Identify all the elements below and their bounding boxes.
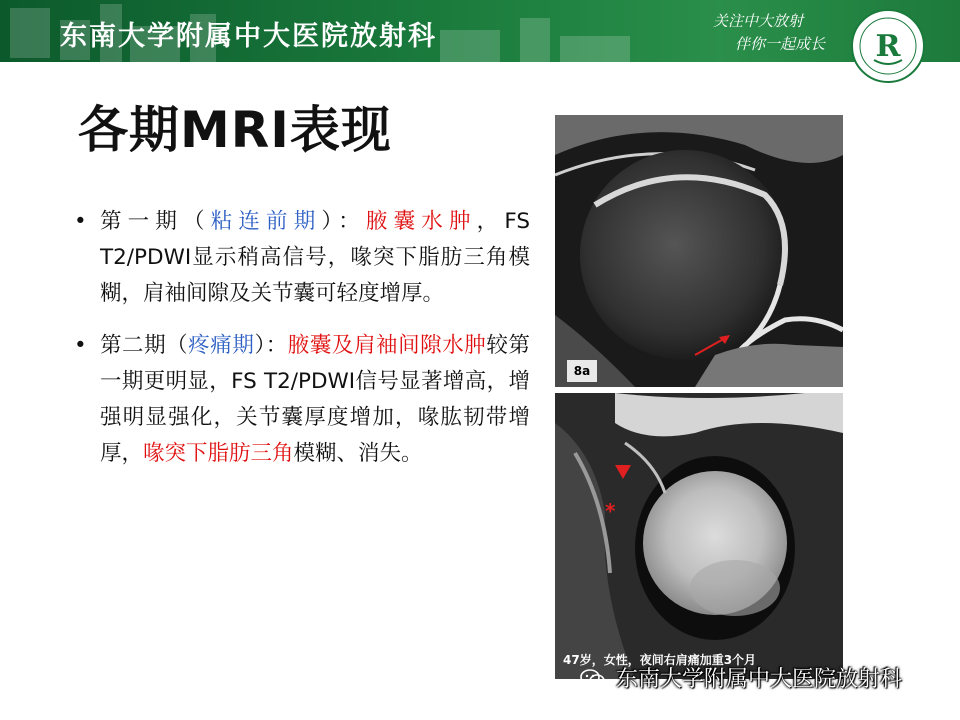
patient-caption: 47岁，女性，夜间右肩痛加重3个月 (563, 653, 757, 667)
stage-2-mid: ）： (254, 333, 288, 358)
slogan-line-2: 伴你一起成长 (735, 35, 826, 53)
stage-2-key-finding-2: 喙突下脂肪三角 (143, 441, 294, 466)
watermark-text: 东南大学附属中大医院放射科 (616, 667, 903, 692)
slogan-line-1: 关注中大放射 (713, 12, 804, 30)
asterisk-marker: * (605, 499, 616, 523)
stage-1-prefix: 第一期（ (100, 209, 211, 234)
wechat-icon (580, 668, 606, 690)
stage-1-description: ，FS T2/PDWI显示稍高信号，喙突下脂肪三角模糊，肩袖间隙及关节囊可轻度增厚。 (100, 209, 530, 306)
image-label-8a: 8a (567, 360, 597, 382)
logo-letter: R (875, 29, 901, 64)
bullet-stage-2 (70, 328, 530, 472)
stage-2-key-finding: 腋囊及肩袖间隙水肿 (287, 333, 487, 358)
hospital-logo-icon (848, 6, 928, 86)
bullet-dot: • (74, 209, 87, 234)
stage-2-prefix: 第二期（ (100, 333, 189, 358)
mri-image-8b-graphic (555, 393, 843, 679)
stage-2-description-end: 模糊、消失。 (293, 441, 423, 466)
header-banner (0, 0, 960, 62)
mri-image-8b (555, 393, 843, 679)
bullet-dot: • (74, 333, 87, 358)
stage-1-key-finding: 腋囊水肿 (365, 209, 477, 234)
stage-1-name: 粘连前期 (210, 209, 322, 234)
hospital-name: 东南大学附属中大医院放射科 (60, 21, 437, 52)
stage-2-description: 较第一期更明显，FS T2/PDWI信号显著增高，增强明显强化，关节囊厚度增加，喙肱韧带增厚， (100, 333, 530, 466)
mri-image-8a-graphic (555, 115, 843, 387)
slide-title: 各期MRI表现 (78, 101, 392, 159)
stage-2-name: 疼痛期 (188, 333, 255, 358)
bullet-list (70, 204, 530, 488)
stage-1-mid: ）： (321, 209, 366, 234)
mri-image-8a (555, 115, 843, 387)
bullet-stage-1 (70, 204, 530, 312)
